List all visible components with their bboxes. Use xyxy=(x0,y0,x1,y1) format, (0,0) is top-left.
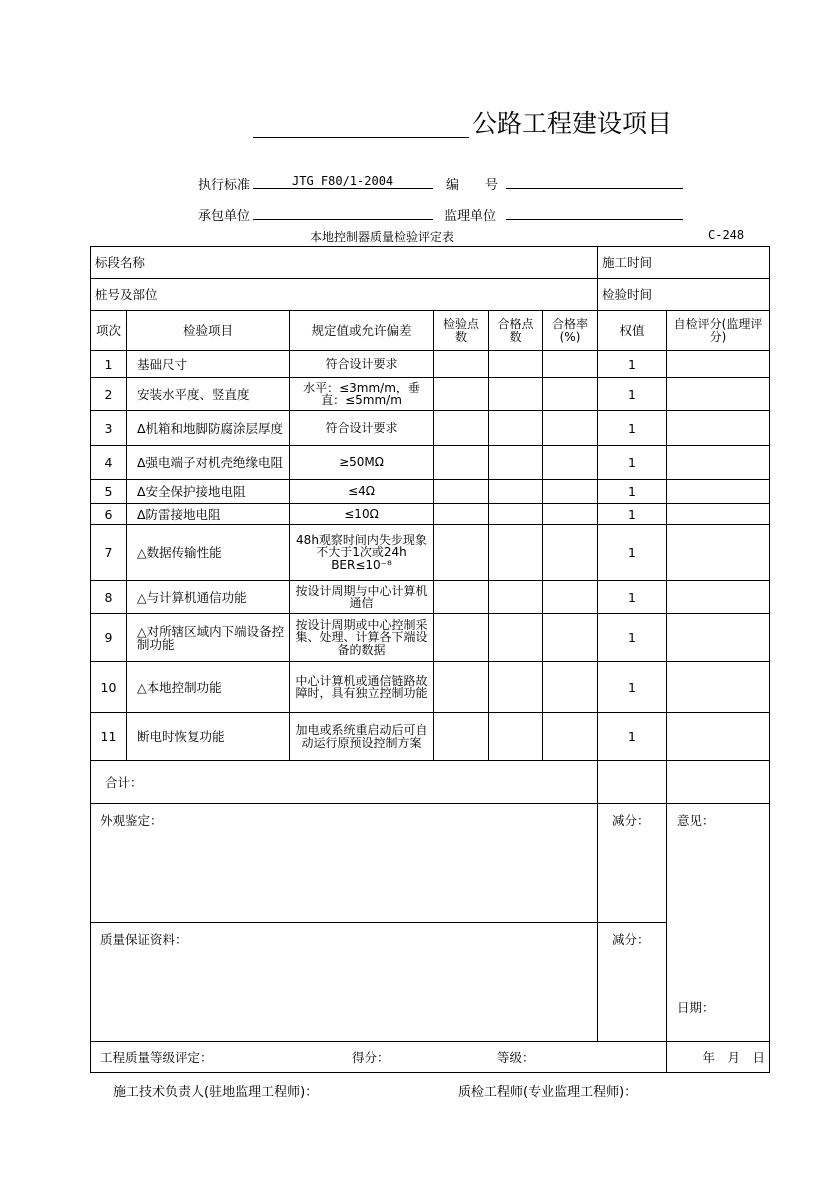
table-row xyxy=(91,378,770,411)
row-item: △数据传输性能 xyxy=(127,525,290,581)
row-weight: 1 xyxy=(598,411,667,446)
row-spec: ≤10Ω xyxy=(290,504,434,525)
opinion-cell[interactable] xyxy=(667,804,770,1042)
supervisor-field[interactable] xyxy=(506,219,683,220)
row-pass-points[interactable] xyxy=(489,525,543,581)
section-name-label: 标段名称 xyxy=(91,247,598,279)
row-score[interactable] xyxy=(667,351,770,378)
row-weight: 1 xyxy=(598,614,667,662)
row-pass-rate[interactable] xyxy=(543,351,598,378)
col-header: 合格率(%) xyxy=(543,311,598,351)
row-no: 1 xyxy=(91,351,127,378)
row-spec: 符合设计要求 xyxy=(290,351,434,378)
row-check-points[interactable] xyxy=(434,446,489,480)
row-score[interactable] xyxy=(667,662,770,713)
row-pass-points[interactable] xyxy=(489,504,543,525)
row-check-points[interactable] xyxy=(434,351,489,378)
row-no: 5 xyxy=(91,480,127,504)
inspection-time-label: 检验时间 xyxy=(598,279,770,311)
col-header: 规定值或允许偏差 xyxy=(290,311,434,351)
row-no: 6 xyxy=(91,504,127,525)
score-label: 得分： xyxy=(352,1050,390,1065)
row-score[interactable] xyxy=(667,581,770,614)
row-spec: 加电或系统重启动后可自动运行原预设控制方案 xyxy=(290,713,434,761)
table-row xyxy=(91,480,770,504)
total-weight-cell[interactable] xyxy=(598,761,667,804)
row-no: 9 xyxy=(91,614,127,662)
project-name-blank[interactable] xyxy=(253,137,469,138)
row-check-points[interactable] xyxy=(434,378,489,411)
station-label: 桩号及部位 xyxy=(91,279,598,311)
row-weight: 1 xyxy=(598,525,667,581)
row-pass-points[interactable] xyxy=(489,581,543,614)
row-item: △与计算机通信功能 xyxy=(127,581,290,614)
col-header: 合格点数 xyxy=(489,311,543,351)
quality-docs-label: 质量保证资料： xyxy=(91,923,598,1042)
row-no: 3 xyxy=(91,411,127,446)
date-label: 日期： xyxy=(677,1000,715,1015)
contractor-label: 承包单位 xyxy=(198,209,251,224)
quality-deduct-label: 减分： xyxy=(598,923,667,1042)
row-check-points[interactable] xyxy=(434,504,489,525)
standard-label: 执行标准 xyxy=(198,178,251,193)
col-header: 权值 xyxy=(598,311,667,351)
row-item: 安装水平度、竖直度 xyxy=(127,378,290,411)
row-check-points[interactable] xyxy=(434,525,489,581)
sign-right: 质检工程师(专业监理工程师)： xyxy=(458,1085,638,1100)
row-item: 断电时恢复功能 xyxy=(127,713,290,761)
total-label: 合计： xyxy=(91,761,598,804)
row-no: 8 xyxy=(91,581,127,614)
row-check-points[interactable] xyxy=(434,411,489,446)
col-header: 检验项目 xyxy=(127,311,290,351)
col-header: 项次 xyxy=(91,311,127,351)
row-item: △对所辖区域内下端设备控制功能 xyxy=(127,614,290,662)
row-no: 4 xyxy=(91,446,127,480)
number-field[interactable] xyxy=(506,188,683,189)
row-weight: 1 xyxy=(598,446,667,480)
sign-left: 施工技术负责人(驻地监理工程师)： xyxy=(113,1085,319,1100)
grade-label: 等级： xyxy=(497,1050,535,1065)
row-spec: 48h观察时间内失步现象不大于1次或24h BER≤10⁻⁸ xyxy=(290,525,434,581)
row-pass-points[interactable] xyxy=(489,378,543,411)
row-no: 7 xyxy=(91,525,127,581)
row-spec: 中心计算机或通信链路故障时，具有独立控制功能 xyxy=(290,662,434,713)
row-score[interactable] xyxy=(667,614,770,662)
row-pass-rate[interactable] xyxy=(543,581,598,614)
row-item: Δ安全保护接地电阻 xyxy=(127,480,290,504)
row-pass-points[interactable] xyxy=(489,713,543,761)
row-spec: ≤4Ω xyxy=(290,480,434,504)
row-pass-rate[interactable] xyxy=(543,411,598,446)
standard-value[interactable]: JTG F80/1-2004 xyxy=(292,174,394,188)
row-no: 2 xyxy=(91,378,127,411)
grade-eval-label: 工程质量等级评定： xyxy=(100,1049,213,1065)
row-pass-points[interactable] xyxy=(489,411,543,446)
row-pass-points[interactable] xyxy=(489,446,543,480)
table-row xyxy=(91,504,770,525)
row-pass-points[interactable] xyxy=(489,614,543,662)
row-spec: 按设计周期或中心控制采集、处理、计算各下端设备的数据 xyxy=(290,614,434,662)
opinion-label: 意见： xyxy=(677,813,715,828)
row-pass-rate[interactable] xyxy=(543,662,598,713)
contractor-field[interactable] xyxy=(253,219,433,220)
number-label: 编 号 xyxy=(446,178,499,193)
row-pass-rate[interactable] xyxy=(543,614,598,662)
page-title: 公路工程建设项目 xyxy=(472,109,673,138)
grade-eval-row xyxy=(91,1042,667,1073)
row-item: Δ机箱和地脚防腐涂层厚度 xyxy=(127,411,290,446)
row-spec: 按设计周期与中心计算机通信 xyxy=(290,581,434,614)
table-row xyxy=(91,446,770,480)
row-weight: 1 xyxy=(598,662,667,713)
row-check-points[interactable] xyxy=(434,614,489,662)
row-no: 10 xyxy=(91,662,127,713)
row-item: △本地控制功能 xyxy=(127,662,290,713)
row-no: 11 xyxy=(91,713,127,761)
appearance-deduct-label: 减分： xyxy=(598,804,667,923)
row-check-points[interactable] xyxy=(434,662,489,713)
row-spec: 符合设计要求 xyxy=(290,411,434,446)
row-weight: 1 xyxy=(598,581,667,614)
col-header: 自检评分(监理评分) xyxy=(667,311,770,351)
row-weight: 1 xyxy=(598,480,667,504)
row-pass-rate[interactable] xyxy=(543,480,598,504)
row-item: Δ防雷接地电阻 xyxy=(127,504,290,525)
row-spec: 水平：≤3mm/m，垂直：≤5mm/m xyxy=(290,378,434,411)
construction-time-label: 施工时间 xyxy=(598,247,770,279)
inspection-table xyxy=(90,246,770,1073)
table-row xyxy=(91,411,770,446)
row-pass-rate[interactable] xyxy=(543,504,598,525)
row-score[interactable] xyxy=(667,411,770,446)
row-score[interactable] xyxy=(667,446,770,480)
row-pass-points[interactable] xyxy=(489,480,543,504)
row-weight: 1 xyxy=(598,378,667,411)
row-pass-rate[interactable] xyxy=(543,525,598,581)
row-weight: 1 xyxy=(598,504,667,525)
col-header: 检验点数 xyxy=(434,311,489,351)
row-score[interactable] xyxy=(667,480,770,504)
form-code: C-248 xyxy=(708,228,745,242)
row-pass-points[interactable] xyxy=(489,351,543,378)
table-row xyxy=(91,713,770,761)
row-check-points[interactable] xyxy=(434,480,489,504)
table-row xyxy=(91,581,770,614)
row-pass-rate[interactable] xyxy=(543,378,598,411)
row-pass-rate[interactable] xyxy=(543,446,598,480)
row-spec: ≥50MΩ xyxy=(290,446,434,480)
appearance-label: 外观鉴定： xyxy=(91,804,598,923)
row-pass-points[interactable] xyxy=(489,662,543,713)
total-score-cell[interactable] xyxy=(667,761,770,804)
row-item: Δ强电端子对机壳绝缘电阻 xyxy=(127,446,290,480)
table-header-row xyxy=(91,311,770,351)
row-check-points[interactable] xyxy=(434,713,489,761)
row-score[interactable] xyxy=(667,525,770,581)
table-row xyxy=(91,662,770,713)
form-name: 本地控制器质量检验评定表 xyxy=(310,230,455,244)
row-check-points[interactable] xyxy=(434,581,489,614)
date-ymd: 年 月 日 xyxy=(667,1042,770,1073)
standard-underline xyxy=(253,188,433,189)
row-weight: 1 xyxy=(598,351,667,378)
row-score[interactable] xyxy=(667,713,770,761)
table-row xyxy=(91,351,770,378)
supervisor-label: 监理单位 xyxy=(444,209,497,224)
row-pass-rate[interactable] xyxy=(543,713,598,761)
table-row xyxy=(91,525,770,581)
row-score[interactable] xyxy=(667,378,770,411)
row-score[interactable] xyxy=(667,504,770,525)
row-weight: 1 xyxy=(598,713,667,761)
row-item: 基础尺寸 xyxy=(127,351,290,378)
table-row xyxy=(91,614,770,662)
